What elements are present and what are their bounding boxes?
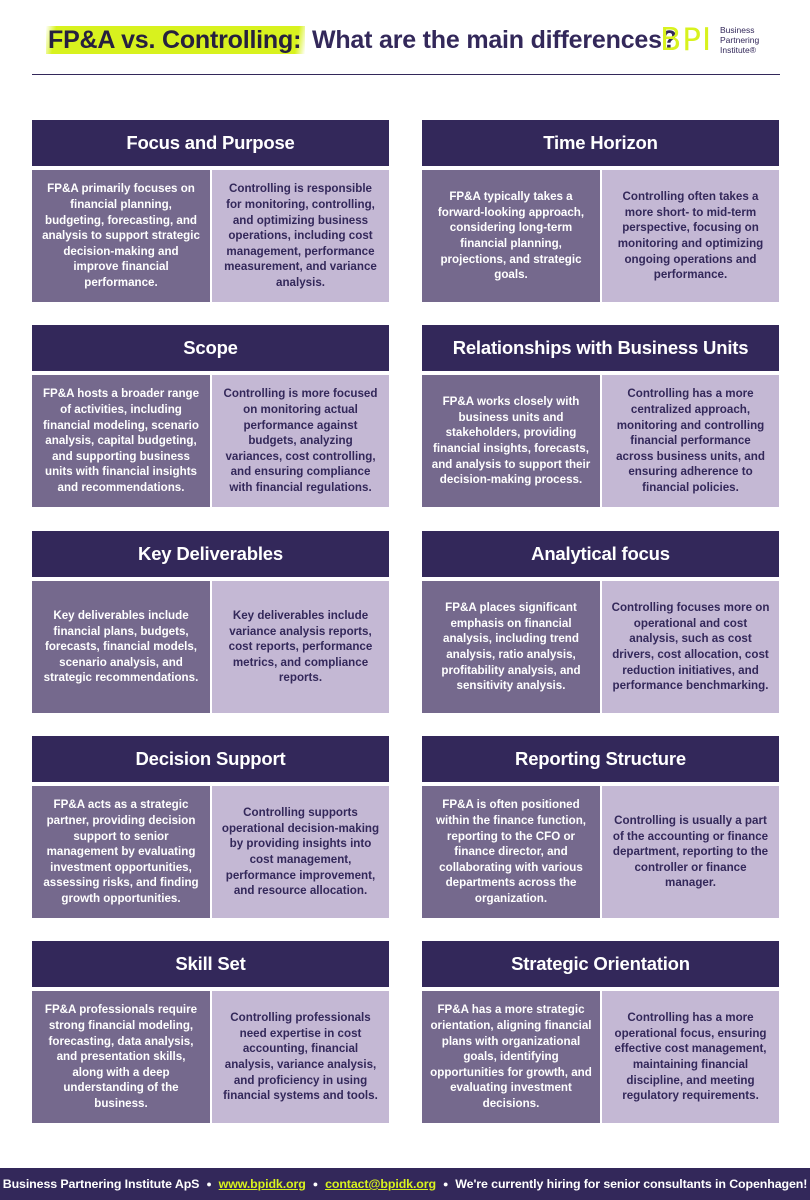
page-header bbox=[0, 0, 810, 78]
fpa-description: FP&A works closely with business units and stakeholders, providing financial insights, forecasts, and analysis to support their decision-making process. bbox=[422, 375, 600, 507]
card-title: Focus and Purpose bbox=[32, 120, 389, 166]
title-rest: What are the main differences? bbox=[305, 26, 677, 54]
bullet-icon: ● bbox=[206, 1179, 212, 1189]
logo-mark: BPI bbox=[660, 22, 713, 58]
fpa-description: FP&A has a more strategic orientation, aligning financial plans with organizational goals, identifying opportunities for growth, and evaluating investment decisions. bbox=[422, 991, 600, 1123]
fpa-description: FP&A acts as a strategic partner, providing decision support to senior management by evaluating investment opportunities, assessing risks, and finding growth opportunities. bbox=[32, 786, 210, 918]
fpa-description: FP&A typically takes a forward-looking approach, considering long-term financial planning, projections, and strategic goals. bbox=[422, 170, 600, 302]
fpa-description: FP&A places significant emphasis on financial analysis, including trend analysis, ratio analysis, profitability analysis, and sensitivity analysis. bbox=[422, 581, 600, 713]
card-title: Key Deliverables bbox=[32, 531, 389, 577]
page-footer bbox=[0, 1168, 810, 1200]
header-divider bbox=[32, 74, 780, 75]
card-title: Strategic Orientation bbox=[422, 941, 779, 987]
controlling-description: Controlling is more focused on monitoring actual performance against budgets, analyzing variances, cost controlling, and ensuring compliance with financial regulations. bbox=[212, 375, 389, 507]
logo-text-line: Business bbox=[720, 25, 755, 35]
card-title: Reporting Structure bbox=[422, 736, 779, 782]
controlling-description: Key deliverables include variance analysis reports, cost reports, performance metrics, and compliance reports. bbox=[212, 581, 389, 713]
email-link[interactable]: contact@bpidk.org bbox=[325, 1177, 436, 1191]
controlling-description: Controlling is usually a part of the accounting or finance department, reporting to the controller or finance manager. bbox=[602, 786, 779, 918]
logo-text-line: Institute® bbox=[720, 45, 757, 55]
controlling-description: Controlling has a more centralized approach, monitoring and controlling financial performance across business units, and ensuring adherence to financial policies. bbox=[602, 375, 779, 507]
fpa-description: FP&A primarily focuses on financial planning, budgeting, forecasting, and analysis to support strategic decision-making and improve financial performance. bbox=[32, 170, 210, 302]
bullet-icon: ● bbox=[442, 1179, 449, 1189]
fpa-description: FP&A is often positioned within the finance function, reporting to the CFO or finance director, and collaborating with various departments across the organization. bbox=[422, 786, 600, 918]
card-title: Scope bbox=[32, 325, 389, 371]
card-title: Relationships with Business Units bbox=[422, 325, 779, 371]
card-title: Time Horizon bbox=[422, 120, 779, 166]
logo-text-line: Partnering bbox=[720, 35, 760, 45]
controlling-description: Controlling professionals need expertise in cost accounting, financial analysis, variance analysis, and proficiency in using financial systems and tools. bbox=[212, 991, 389, 1123]
card-title: Analytical focus bbox=[422, 531, 779, 577]
controlling-description: Controlling supports operational decision-making by providing insights into cost management, performance improvement, and resource allocation. bbox=[212, 786, 389, 918]
bullet-icon: ● bbox=[312, 1179, 319, 1189]
hiring-notice: We're currently hiring for senior consultants in Copenhagen! bbox=[455, 1177, 808, 1191]
fpa-description: FP&A professionals require strong financial modeling, forecasting, data analysis, and presentation skills, along with a deep understanding of the business. bbox=[32, 991, 210, 1123]
title-highlight: FP&A vs. Controlling: bbox=[46, 26, 305, 54]
fpa-description: Key deliverables include financial plans, budgets, forecasts, financial models, scenario analysis, and strategic recommendations. bbox=[32, 581, 210, 713]
fpa-description: FP&A hosts a broader range of activities, including financial modeling, scenario analysis, capital budgeting, and supporting business units with financial insights and recommendations. bbox=[32, 375, 210, 507]
card-title: Skill Set bbox=[32, 941, 389, 987]
controlling-description: Controlling often takes a more short- to mid-term perspective, focusing on monitoring and optimizing ongoing operations and performance. bbox=[602, 170, 779, 302]
logo-text bbox=[720, 25, 790, 55]
page-title bbox=[48, 26, 677, 55]
controlling-description: Controlling has a more operational focus, ensuring effective cost management, maintaining financial discipline, and meeting regulatory requirements. bbox=[602, 991, 779, 1123]
controlling-description: Controlling is responsible for monitoring, controlling, and optimizing business operations, including cost management, performance measurement, and variance analysis. bbox=[212, 170, 389, 302]
controlling-description: Controlling focuses more on operational and cost analysis, such as cost drivers, cost allocation, cost reduction initiatives, and performance benchmarking. bbox=[602, 581, 779, 713]
website-link[interactable]: www.bpidk.org bbox=[218, 1177, 306, 1191]
footer-company: Business Partnering Institute ApS bbox=[2, 1177, 200, 1191]
card-title: Decision Support bbox=[32, 736, 389, 782]
